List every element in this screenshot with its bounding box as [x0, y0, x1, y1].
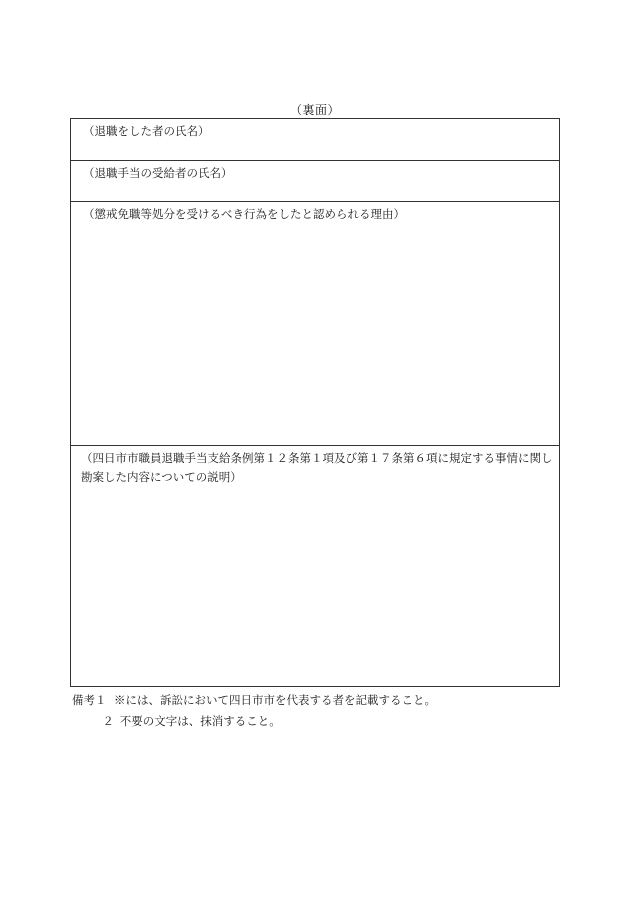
- note-number: ２: [102, 714, 114, 728]
- form-row-label: （懲戒免職等処分を受けるべき行為をしたと認められる理由）: [83, 207, 405, 221]
- form-row-label: （退職をした者の氏名）: [83, 124, 210, 138]
- page-heading: （裏面）: [289, 103, 340, 117]
- notes-prefix: 備考１: [72, 693, 107, 707]
- note-text: ※には、訴訟において四日市市を代表する者を記載すること。: [114, 693, 436, 707]
- form-table: [70, 118, 560, 687]
- form-row-disciplinary-reason: [71, 201, 559, 445]
- form-row-retiree-name: [71, 119, 559, 160]
- form-row-label: （退職手当の受給者の氏名）: [83, 166, 233, 180]
- form-row-recipient-name: [71, 160, 559, 201]
- form-row-label: （四日市市職員退職手当支給条例第１２条第１項及び第１７条第６項に規定する事情に関し勘案した内容についての説明）: [81, 451, 553, 484]
- note-text: 不要の文字は、抹消すること。: [119, 714, 281, 728]
- notes-section: [72, 690, 436, 732]
- note-item: [72, 711, 436, 732]
- form-row-considerations-explanation: [71, 445, 559, 688]
- note-item: [72, 690, 436, 711]
